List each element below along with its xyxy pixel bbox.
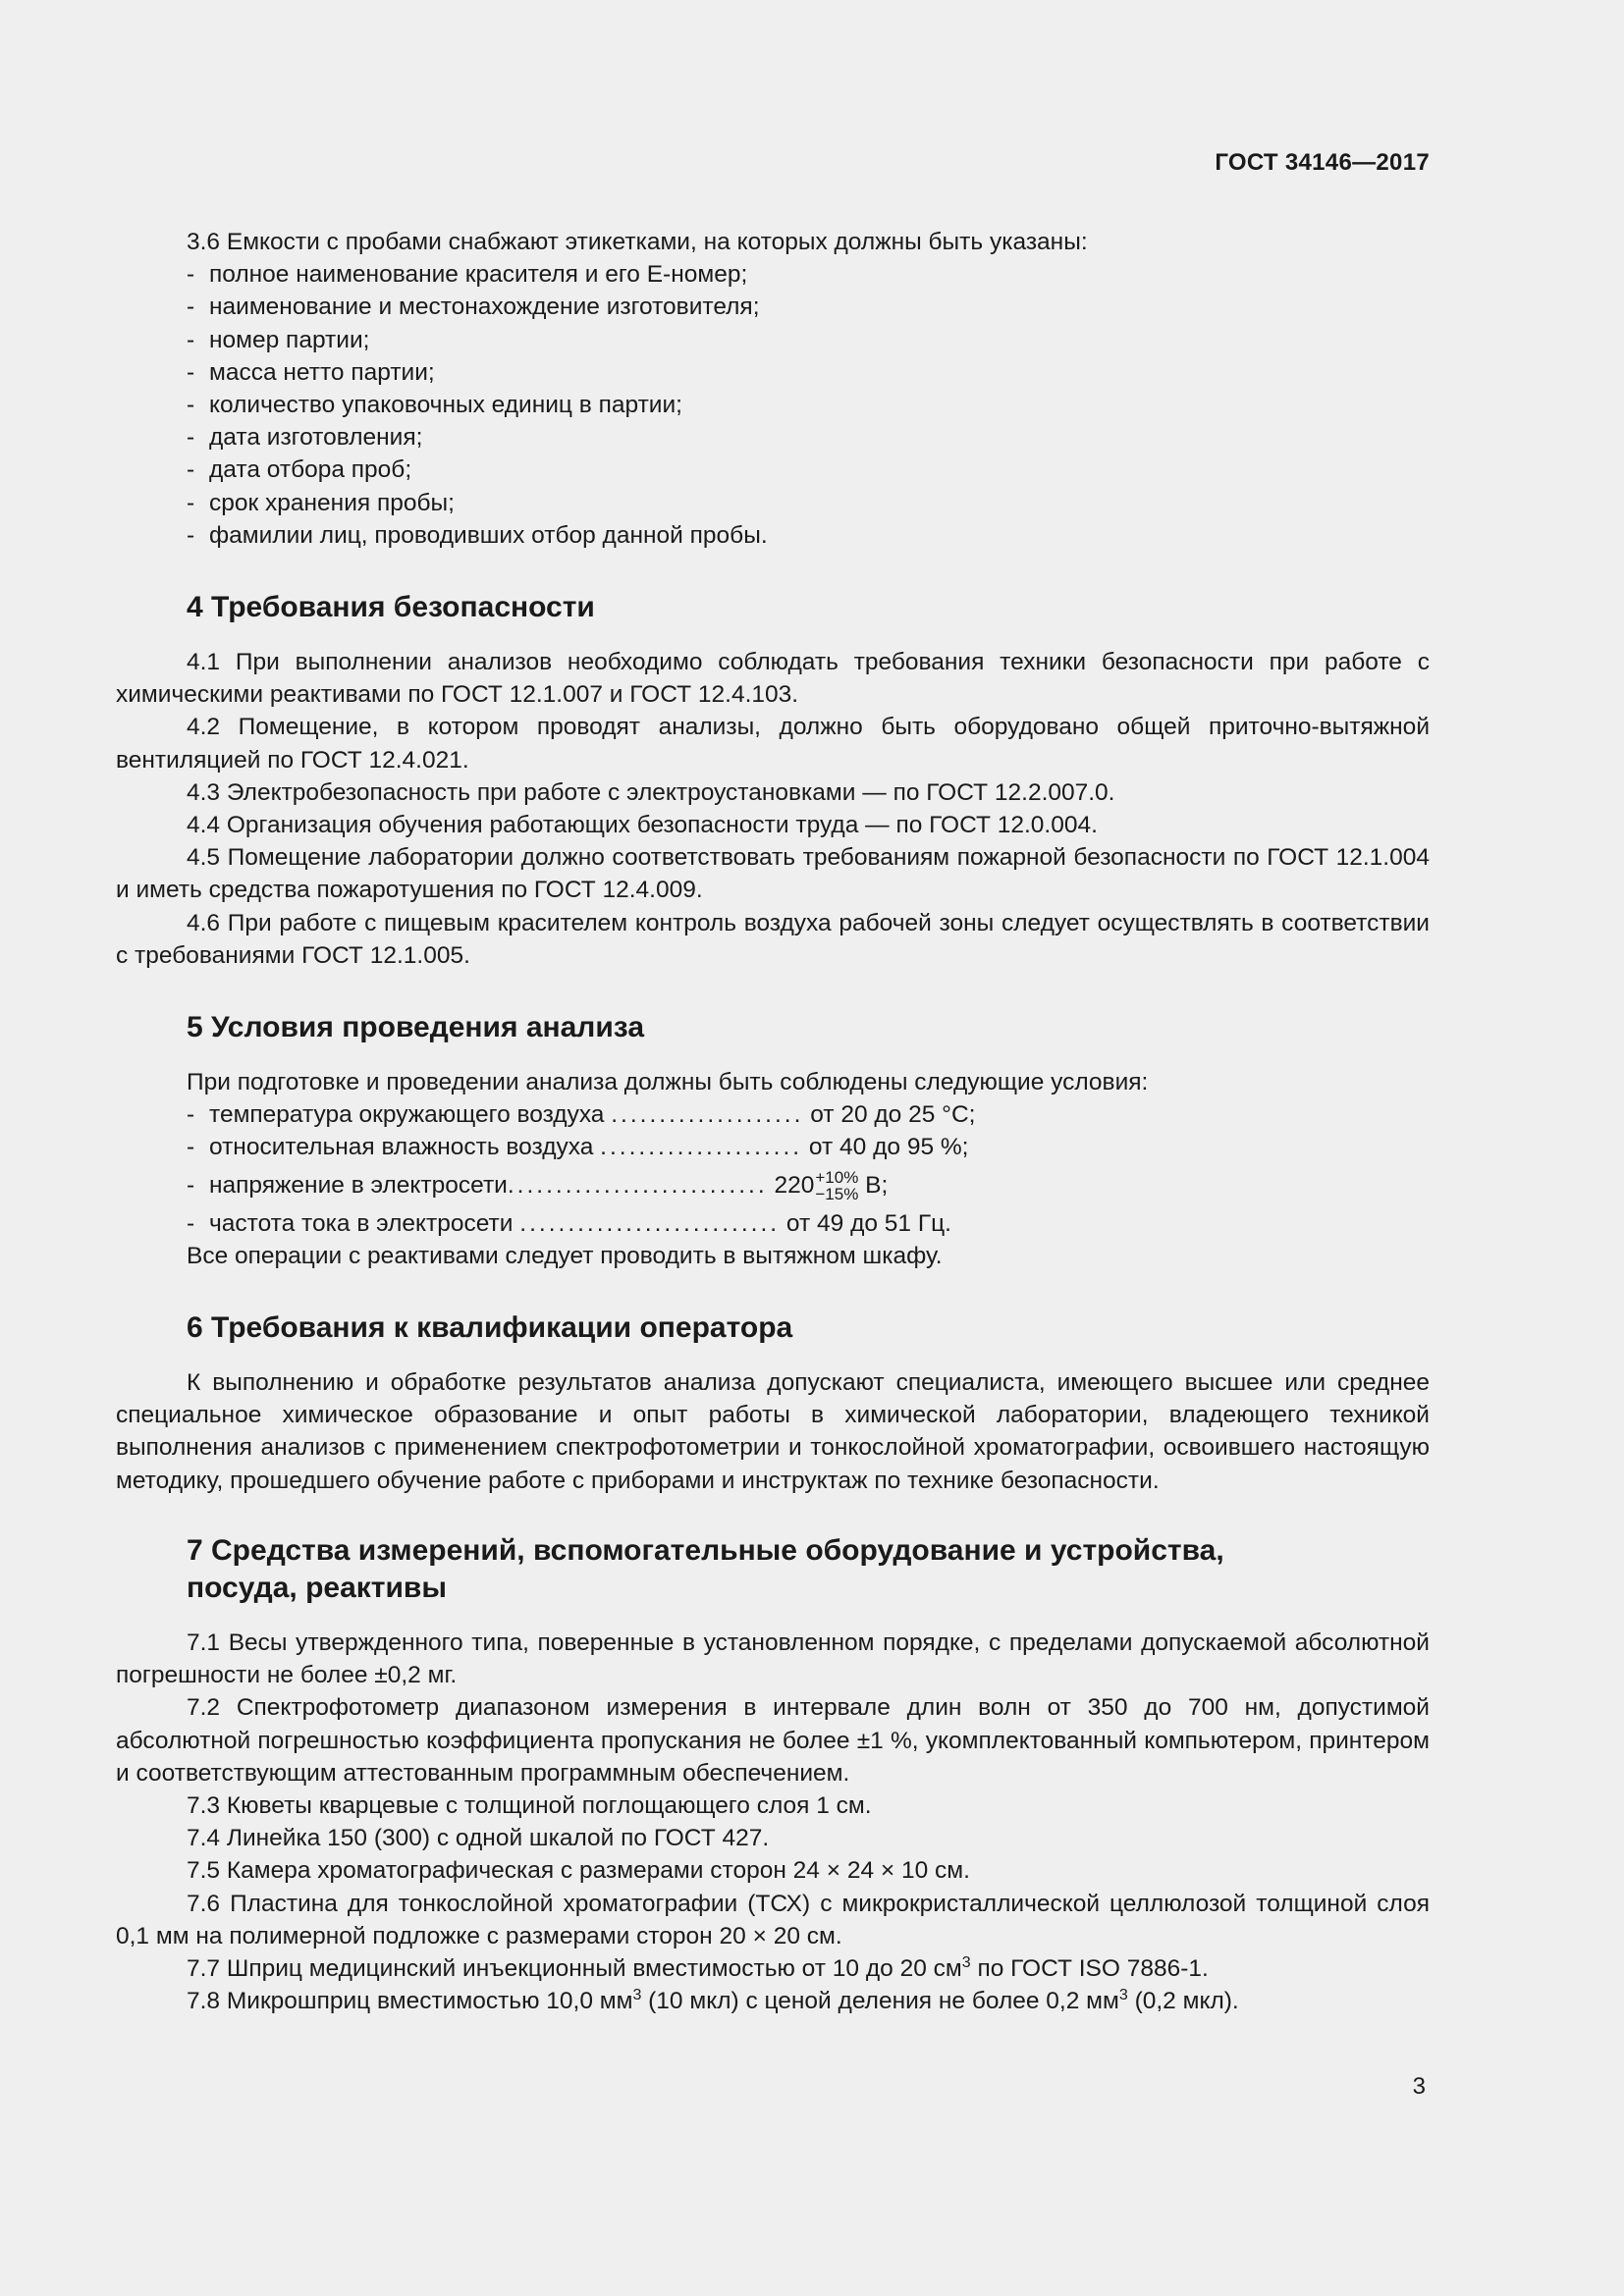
list-item: - дата изготовления; (187, 424, 423, 452)
paragraph-7-5: 7.5 Камера хроматографическая с размерами сторон 24 × 24 × 10 см. (187, 1857, 970, 1885)
section-5-outro: Все операции с реактивами следует проводить в вытяжном шкафу. (187, 1242, 943, 1269)
paragraph-4-4: 4.4 Организация обучения работающих безопасности труда — по ГОСТ 12.0.004. (187, 812, 1098, 839)
list-item: - фамилии лиц, проводивших отбор данной пробы. (187, 521, 768, 549)
paragraph-7-6: 7.6 Пластина для тонкослойной хроматографии (ТСХ) с микрокристаллической целлюлозой толщиной слоя 0,1 мм на полимерной подложке с размерами сторон 20 × 20 см. (116, 1890, 1430, 1949)
section-5-heading: 5 Условия проведения анализа (187, 1011, 645, 1044)
paragraph-6: К выполнению и обработке результатов анализа допускают специалиста, имеющего высшее или среднее специальное химическое образование и опыт работы в химической лаборатории, владеющего техникой выполнения анализов с применением спектрофотометрии и тонкослойной хроматографии, освоившего настоящую методику, прошедшего обучение работе с приборами и инструктаж по технике безопасности. (116, 1369, 1430, 1494)
paragraph-4-3: 4.3 Электробезопасность при работе с электроустановками — по ГОСТ 12.2.007.0. (187, 778, 1115, 806)
section-6-heading: 6 Требования к квалификации оператора (187, 1311, 793, 1345)
paragraph-4-6: 4.6 При работе с пищевым красителем контроль воздуха рабочей зоны следует осуществлять в соответствии с требованиями ГОСТ 12.1.005. (116, 909, 1430, 969)
paragraph-7-3: 7.3 Кюветы кварцевые с толщиной поглощающего слоя 1 см. (187, 1791, 872, 1819)
list-item: - масса нетто партии; (187, 358, 435, 386)
paragraph-4-1: 4.1 При выполнении анализов необходимо соблюдать требования техники безопасности при работе с химическими реактивами по ГОСТ 12.1.007 и ГОСТ 12.4.103. (116, 649, 1430, 709)
document-header: ГОСТ 34146—2017 (1215, 149, 1430, 176)
list-item: - наименование и местонахождение изготовителя; (187, 294, 760, 321)
condition-voltage: - напряжение в электросети........................... 220 +10% −15% В; (187, 1168, 889, 1204)
page-number: 3 (1412, 2073, 1426, 2100)
voltage-tolerance: +10% −15% (815, 1168, 859, 1204)
section-5-intro: При подготовке и проведении анализа должны быть соблюдены следующие условия: (187, 1069, 1149, 1096)
condition-temperature: - температура окружающего воздуха .................... от 20 до 25 °С; (187, 1101, 976, 1129)
list-item: - срок хранения пробы; (187, 489, 455, 516)
list-item: - количество упаковочных единиц в партии; (187, 392, 682, 419)
paragraph-7-1: 7.1 Весы утвержденного типа, поверенные в установленном порядке, с пределами допускаемой абсолютной погрешности не более ±0,2 мг. (116, 1629, 1430, 1689)
paragraph-7-7: 7.7 Шприц медицинский инъекционный вместимостью от 10 до 20 $см^3$ по ГОСТ ISO 7886-1. (187, 1953, 1209, 1982)
page-content (116, 226, 1430, 2017)
paragraph-7-8: 7.8 Микрошприц вместимостью 10,0 $мм^3$ (10 мкл) с ценой деления не более 0,2 $мм^3$ (0,2 мкл). (187, 1986, 1239, 2015)
paragraph-4-2: 4.2 Помещение, в котором проводят анализы, должно быть оборудовано общей приточно-вытяжной вентиляцией по ГОСТ 12.4.021. (116, 714, 1430, 774)
section-3-6-intro: 3.6 Емкости с пробами снабжают этикетками, на которых должны быть указаны: (187, 229, 1088, 255)
list-item: - дата отбора проб; (187, 456, 412, 484)
section-7-heading: 7 Средства измерений, вспомогательные оборудование и устройства, посуда, реактивы (187, 1533, 1224, 1604)
list-item: - полное наименование красителя и его Е-номер; (187, 261, 748, 289)
list-item: - номер партии; (187, 326, 370, 353)
condition-humidity: - относительная влажность воздуха ..................... от 40 до 95 %; (187, 1134, 969, 1161)
section-4-heading: 4 Требования безопасности (187, 591, 595, 624)
condition-frequency: - частота тока в электросети ........................... от 49 до 51 Гц. (187, 1209, 951, 1237)
paragraph-7-2: 7.2 Спектрофотометр диапазоном измерения в интервале длин волн от 350 до 700 нм, допустимой абсолютной погрешностью коэффициента пропускания не более ±1 %, укомплектованный компьютером, принтером и соответствующим аттестованным программным обеспечением. (116, 1694, 1430, 1787)
paragraph-7-4: 7.4 Линейка 150 (300) с одной шкалой по ГОСТ 427. (187, 1825, 770, 1852)
paragraph-4-5: 4.5 Помещение лаборатории должно соответствовать требованиям пожарной безопасности по ГОСТ 12.1.004 и иметь средства пожаротушения по ГОСТ 12.4.009. (116, 844, 1430, 904)
